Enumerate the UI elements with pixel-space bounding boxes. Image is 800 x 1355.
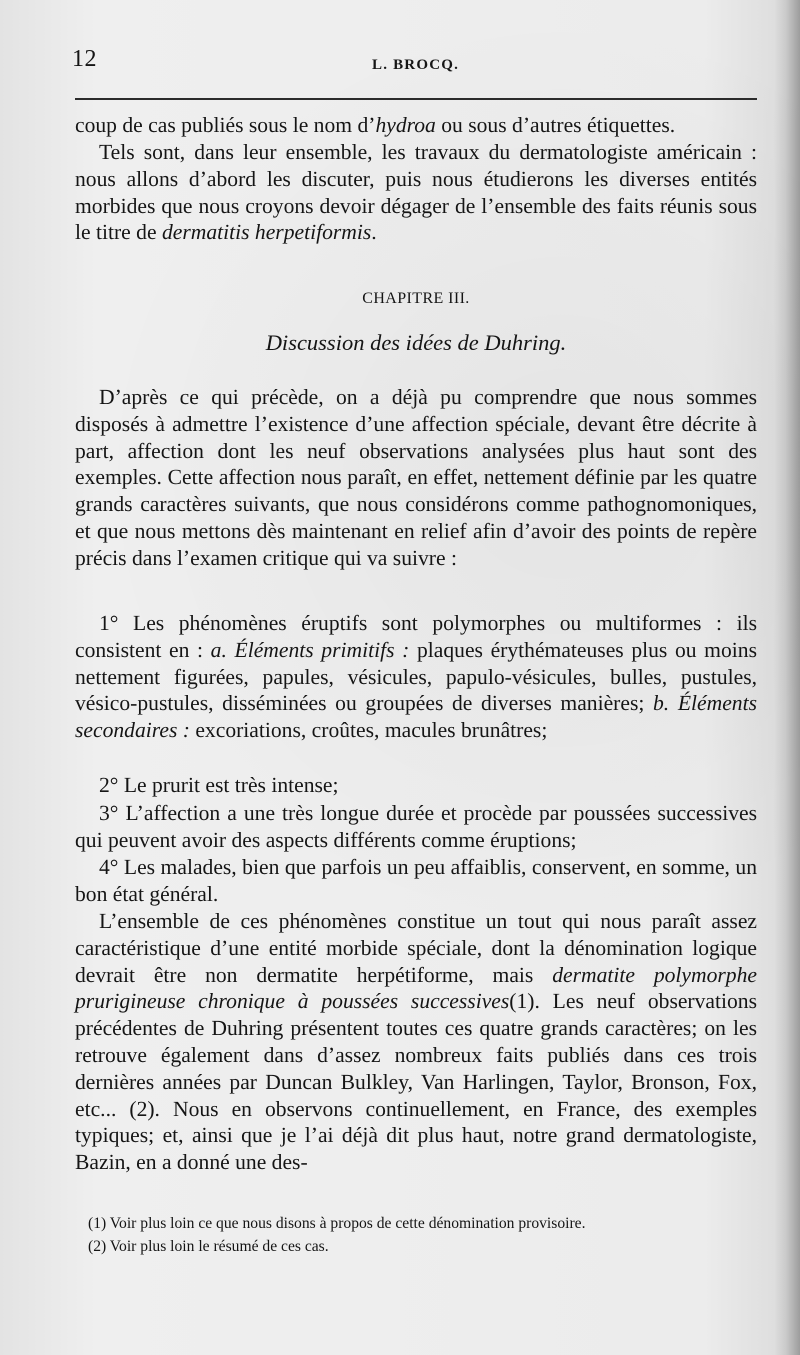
paragraph-2-text-a: Tels sont, dans leur ensemble, les travaux du dermatologiste américain : nous allons d’abord les discuter, puis nous étudierons les diverses entités morbides que nous croyons devoir dégager de l’ensemble des faits réunis sous le titre de <box>75 140 757 245</box>
paragraph-2 <box>75 139 757 246</box>
paragraph-2-italic: dermatitis herpetiformis <box>161 220 372 245</box>
running-head: L. BROCQ. <box>372 57 460 73</box>
section-title: Discussion des idées de Duhring. <box>265 330 567 355</box>
paragraph-1-text-b: ou sous d’autres étiquettes. <box>435 113 676 137</box>
paragraph-4-italic-2: b. Éléments secondaires : <box>75 691 757 743</box>
page-header <box>72 46 758 88</box>
paragraph-2-text-b: . <box>371 220 377 245</box>
paragraph-4 <box>75 610 757 744</box>
paragraph-1-text-a: coup de cas publiés sous le nom d’ <box>75 113 376 137</box>
paragraph-8 <box>75 908 757 1176</box>
paragraph-8-text-a: L’ensemble de ces phénomènes constitue un tout qui nous paraît assez caractéristique d’une entité morbide spéciale, dont la dénomination logique devrait être non dermatite herpétiforme, mais <box>75 909 757 987</box>
paragraph-8-italic: dermatite polymorphe prurigineuse chronique à poussées successives <box>75 962 757 1014</box>
paragraph-1 <box>75 112 757 139</box>
chapter-heading: CHAPITRE III. <box>362 290 470 307</box>
paragraph-4-italic-1: a. Éléments primitifs : <box>210 637 410 662</box>
paragraph-3: D’après ce qui précède, on a déjà pu comprendre que nous sommes disposés à admettre l’existence d’une affection spéciale, devant être décrite à part, affection dont les neuf observations analysées plus haut sont des exemples. Cette affection nous paraît, en effet, nettement définie par les quatre grands caractères suivants, que nous considérons comme pathognomoniques, et que nous mettons dès maintenant en relief afin d’avoir des points de repère précis dans l’examen critique qui va suivre : <box>75 385 757 570</box>
paragraph-4-text-b: plaques érythémateuses plus ou moins nettement figurées, papules, vésicules, papulo-vésicules, bulles, pustules, vésico-pustules, disséminées ou groupées de diverses manières; <box>75 637 757 716</box>
paragraph-1-italic: hydroa <box>375 113 436 137</box>
paragraph-4-text-c: excoriations, croûtes, macules brunâtres; <box>189 718 548 743</box>
paragraph-6: 3° L’affection a une très longue durée et procède par poussées successives qui peuvent avoir des aspects différents comme éruptions; <box>75 801 757 852</box>
paragraph-4-text-a: 1° Les phénomènes éruptifs sont polymorphes ou multiformes : ils consistent en : <box>75 611 757 662</box>
header-rule <box>75 98 757 100</box>
page-edge-shadow <box>774 0 800 1355</box>
footnote-1: (1) Voir plus loin ce que nous disons à propos de cette dénomination provisoire. <box>88 1215 586 1232</box>
paragraph-8-text-b: (1). Les neuf observations précédentes de Duhring présentent toutes ces quatre grands caractères; on les retrouve également dans d’assez nombreux faits publiés dans ces trois dernières années par Duncan Bulkley, Van Harlingen, Taylor, Bronson, Fox, etc... (2). Nous en observons continuellement, en France, des exemples typiques; et, ainsi que je l’ai déjà dit plus haut, notre grand dermatologiste, Bazin, en a donné une des- <box>75 989 757 1175</box>
footnotes <box>88 1214 756 1260</box>
paragraph-5: 2° Le prurit est très intense; <box>99 773 339 797</box>
page-number: 12 <box>72 46 97 72</box>
paragraph-7: 4° Les malades, bien que parfois un peu affaiblis, conservent, en somme, un bon état général. <box>75 855 757 906</box>
footnote-2: (2) Voir plus loin le résumé de ces cas. <box>88 1238 329 1255</box>
